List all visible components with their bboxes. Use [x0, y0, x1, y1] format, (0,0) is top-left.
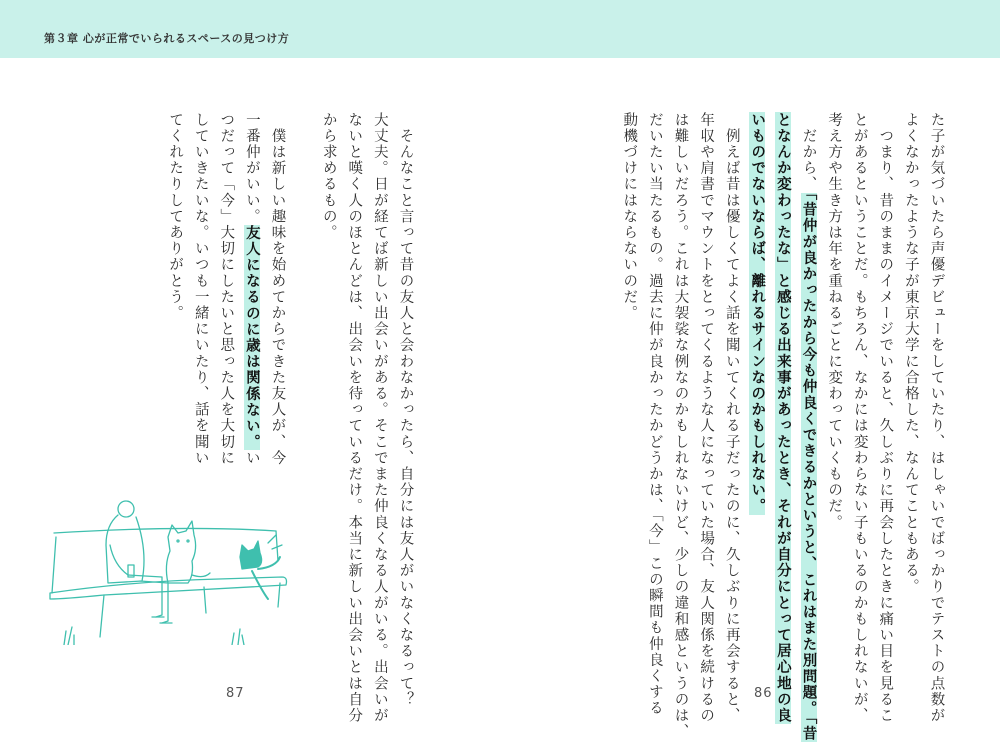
text-column — [724, 112, 739, 724]
body-text: つだって「今」大切にしたいと思った人を大切に — [218, 112, 235, 467]
text-column — [699, 112, 714, 724]
body-text: い — [243, 450, 260, 467]
text-column — [219, 112, 234, 466]
text-column — [673, 112, 688, 740]
body-text: だから、 — [800, 112, 817, 193]
bench-illustration — [44, 495, 314, 645]
text-column — [321, 112, 336, 241]
text-column — [929, 112, 944, 724]
body-text: てくれたりしてありがとう。 — [167, 112, 184, 322]
chapter-title: 第３章 心が正常でいられるスペースの見つけ方 — [44, 32, 290, 45]
highlighted-text: いものでないならば、離れるサインなのかもしれない。 — [749, 112, 766, 515]
highlighted-text: 友人になるのに歳は関係ない。 — [243, 224, 260, 451]
text-column — [372, 112, 387, 724]
text-column — [827, 112, 842, 531]
text-column — [168, 112, 183, 321]
body-text: 大丈夫。日が経てば新しい出会いがある。そこでまた仲良くなる人がいる。出会いが — [371, 112, 388, 724]
body-text: だいたい当たるもの。過去に仲が良かったかどうかは、「今」この瞬間も仲良くする — [646, 112, 663, 717]
body-text: た子が気づいたら声優デビューをしていたり、はしゃいでばっかりでテストの点数が — [928, 112, 945, 724]
text-column — [398, 112, 413, 708]
text-column — [622, 112, 637, 321]
body-text: よくなかったような子が東京大学に合格した、なんてこともある。 — [902, 112, 919, 595]
body-text: 例えば昔は優しくてよく話を聞いてくれる子だったのに、久しぶりに再会すると、 — [723, 112, 740, 724]
highlighted-text: 「昔仲が良かったから今も仲良くできるかというと、これはまた別問題。「昔 — [800, 192, 817, 742]
body-text: していきたいな。いつも一緒にいたり、話を聞い — [192, 112, 209, 467]
body-text: 一番仲がいい。 — [243, 112, 260, 225]
body-text: から求めるもの。 — [320, 112, 337, 241]
body-text: 考え方や生き方は年を重ねるごとに変わっていくものだ。 — [826, 112, 843, 531]
text-column — [750, 112, 765, 515]
text-column — [775, 112, 790, 724]
text-column — [270, 112, 285, 466]
body-text: とがあるということだ。もちろん、なかには変わらない子もいるのかもしれないが、 — [851, 112, 868, 724]
body-text: は難しいだろう。これは大袈裟な例なのかもしれないけど、少しの違和感というのは、 — [672, 112, 689, 740]
text-column — [878, 112, 893, 724]
body-text: つまり、昔のままのイメージでいると、久しぶりに再会したときに痛い目を見るこ — [877, 112, 894, 724]
page-number-87: 87 — [226, 686, 245, 701]
body-text: そんなこと言って昔の友人と会わなかったら、自分には友人がいなくなるって？ — [397, 112, 414, 708]
text-column — [903, 112, 918, 595]
body-text: 年収や肩書でマウントをとってくるような人になっていた場合、友人関係を続けるの — [698, 112, 715, 724]
body-text: ないと嘆く人のほとんどは、出会いを待っているだけ。本当に新しい出会いとは自分 — [346, 112, 363, 724]
text-column — [801, 112, 816, 742]
highlighted-text: となんか変わったな」と感じる出来事があったとき、それが自分にとって居心地の良 — [774, 112, 791, 724]
text-column — [347, 112, 362, 724]
body-text: 動機づけにはならないのだ。 — [621, 112, 638, 322]
page-number-86: 86 — [754, 686, 773, 701]
text-column — [244, 112, 259, 466]
text-column — [647, 112, 662, 717]
text-column — [852, 112, 867, 724]
chapter-header-band — [0, 0, 1000, 58]
text-column — [193, 112, 208, 466]
body-text: 僕は新しい趣味を始めてからできた友人が、今 — [269, 112, 286, 467]
